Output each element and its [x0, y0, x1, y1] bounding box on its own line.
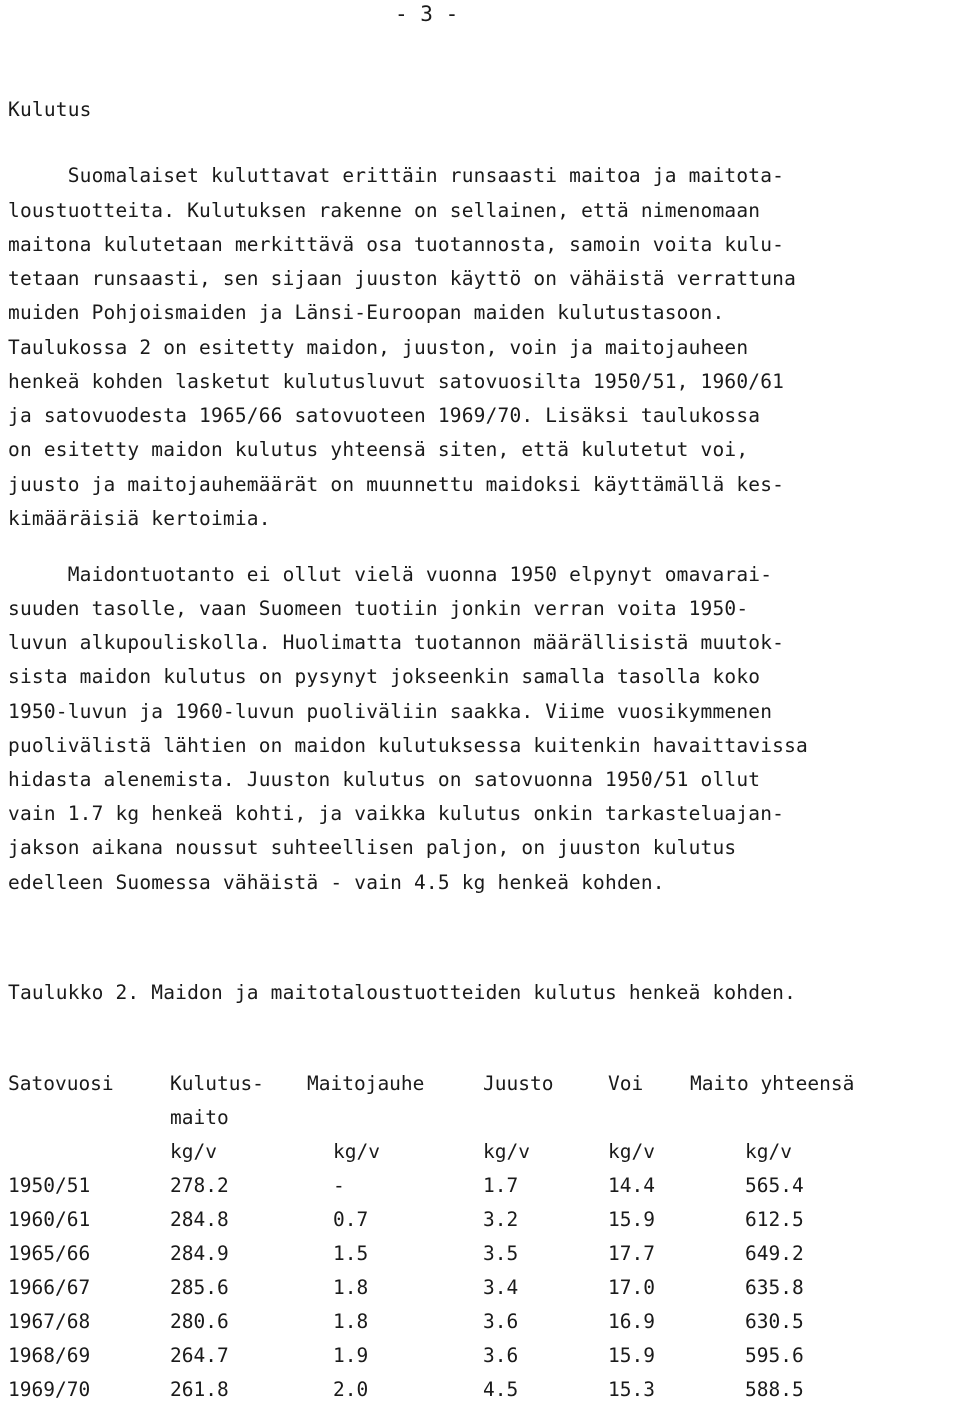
unit-label: kg/v	[608, 1140, 655, 1163]
cell-kulutusmaito: 264.7	[170, 1344, 229, 1367]
paragraph-line: Suomalaiset kuluttavat erittäin runsaasti maitoa ja maitota-	[8, 164, 785, 187]
cell-maitojauhe: 1.9	[333, 1344, 369, 1367]
cell-voi: 17.0	[608, 1276, 655, 1299]
paragraph-line: luvun alkupouliskolla. Huolimatta tuotannon määrällisistä muutok-	[8, 631, 785, 654]
cell-kulutusmaito: 261.8	[170, 1378, 229, 1401]
unit-label: kg/v	[745, 1140, 792, 1163]
cell-year: 1965/66	[8, 1242, 91, 1265]
cell-juusto: 3.6	[483, 1310, 519, 1333]
cell-maito-yhteensa: 565.4	[745, 1174, 804, 1197]
unit-label: kg/v	[483, 1140, 530, 1163]
paragraph-line: henkeä kohden lasketut kulutusluvut satovuosilta 1950/51, 1960/61	[8, 370, 785, 393]
paragraph-line: suuden tasolle, vaan Suomeen tuotiin jonkin verran voita 1950-	[8, 597, 749, 620]
col-header-maito-yhteensa: Maito yhteensä	[690, 1072, 855, 1095]
paragraph-line: ja satovuodesta 1965/66 satovuoteen 1969/70. Lisäksi taulukossa	[8, 404, 761, 427]
cell-maito-yhteensa: 649.2	[745, 1242, 804, 1265]
paragraph-line: kimääräisiä kertoimia.	[8, 507, 271, 530]
cell-kulutusmaito: 284.8	[170, 1208, 229, 1231]
cell-maitojauhe: 2.0	[333, 1378, 369, 1401]
col-header-juusto: Juusto	[483, 1072, 554, 1095]
paragraph-line: juusto ja maitojauhemäärät on muunnettu maidoksi käyttämällä kes-	[8, 473, 785, 496]
cell-juusto: 3.4	[483, 1276, 519, 1299]
cell-maitojauhe: -	[333, 1174, 345, 1197]
cell-kulutusmaito: 285.6	[170, 1276, 229, 1299]
table-caption: Taulukko 2. Maidon ja maitotaloustuotteiden kulutus henkeä kohden.	[8, 981, 797, 1004]
cell-maito-yhteensa: 630.5	[745, 1310, 804, 1333]
paragraph-line: hidasta alenemista. Juuston kulutus on satovuonna 1950/51 ollut	[8, 768, 761, 791]
cell-juusto: 3.2	[483, 1208, 519, 1231]
paragraph-line: sista maidon kulutus on pysynyt jokseenkin samalla tasolla koko	[8, 665, 761, 688]
cell-maito-yhteensa: 612.5	[745, 1208, 804, 1231]
cell-kulutusmaito: 284.9	[170, 1242, 229, 1265]
cell-voi: 15.9	[608, 1344, 655, 1367]
cell-juusto: 3.6	[483, 1344, 519, 1367]
cell-maitojauhe: 1.8	[333, 1310, 369, 1333]
paragraph-line: Taulukossa 2 on esitetty maidon, juuston, voin ja maitojauheen	[8, 336, 749, 359]
section-heading: Kulutus	[8, 98, 92, 121]
paragraph-line: puolivälistä lähtien on maidon kulutuksessa kuitenkin havaittavissa	[8, 734, 808, 757]
paragraph-line: maitona kulutetaan merkittävä osa tuotannosta, samoin voita kulu-	[8, 233, 785, 256]
cell-juusto: 4.5	[483, 1378, 519, 1401]
cell-voi: 16.9	[608, 1310, 655, 1333]
cell-juusto: 3.5	[483, 1242, 519, 1265]
cell-voi: 15.3	[608, 1378, 655, 1401]
paragraph-line: muiden Pohjoismaiden ja Länsi-Euroopan maiden kulutustasoon.	[8, 301, 725, 324]
col-header-kulutusmaito: Kulutus-	[170, 1072, 264, 1095]
col-header-maitojauhe: Maitojauhe	[307, 1072, 425, 1095]
paragraph-line: edelleen Suomessa vähäistä - vain 4.5 kg henkeä kohden.	[8, 871, 665, 894]
cell-maito-yhteensa: 635.8	[745, 1276, 804, 1299]
cell-juusto: 1.7	[483, 1174, 519, 1197]
col-header-satovuosi: Satovuosi	[8, 1072, 114, 1095]
paragraph-line: loustuotteita. Kulutuksen rakenne on sellainen, että nimenomaan	[8, 199, 761, 222]
cell-maitojauhe: 1.5	[333, 1242, 369, 1265]
paragraph-line: tetaan runsaasti, sen sijaan juuston käyttö on vähäistä verrattuna	[8, 267, 797, 290]
cell-maito-yhteensa: 588.5	[745, 1378, 804, 1401]
cell-maitojauhe: 1.8	[333, 1276, 369, 1299]
unit-label: kg/v	[333, 1140, 380, 1163]
cell-year: 1968/69	[8, 1344, 91, 1367]
col-header-kulutusmaito-line2: maito	[170, 1106, 229, 1129]
cell-maitojauhe: 0.7	[333, 1208, 369, 1231]
cell-kulutusmaito: 280.6	[170, 1310, 229, 1333]
cell-voi: 14.4	[608, 1174, 655, 1197]
cell-year: 1969/70	[8, 1378, 91, 1401]
cell-kulutusmaito: 278.2	[170, 1174, 229, 1197]
cell-maito-yhteensa: 595.6	[745, 1344, 804, 1367]
paragraph-line: vain 1.7 kg henkeä kohti, ja vaikka kulutus onkin tarkasteluajan-	[8, 802, 785, 825]
paragraph-line: Maidontuotanto ei ollut vielä vuonna 1950 elpynyt omavarai-	[8, 563, 773, 586]
cell-year: 1966/67	[8, 1276, 91, 1299]
paragraph-line: jakson aikana noussut suhteellisen paljon, on juuston kulutus	[8, 836, 737, 859]
paragraph-line: 1950-luvun ja 1960-luvun puoliväliin saakka. Viime vuosikymmenen	[8, 700, 773, 723]
unit-label: kg/v	[170, 1140, 217, 1163]
cell-year: 1960/61	[8, 1208, 91, 1231]
cell-voi: 15.9	[608, 1208, 655, 1231]
cell-year: 1950/51	[8, 1174, 91, 1197]
page-number: - 3 -	[395, 2, 459, 26]
col-header-voi: Voi	[608, 1072, 644, 1095]
cell-voi: 17.7	[608, 1242, 655, 1265]
cell-year: 1967/68	[8, 1310, 91, 1333]
paragraph-line: on esitetty maidon kulutus yhteensä siten, että kulutetut voi,	[8, 438, 749, 461]
